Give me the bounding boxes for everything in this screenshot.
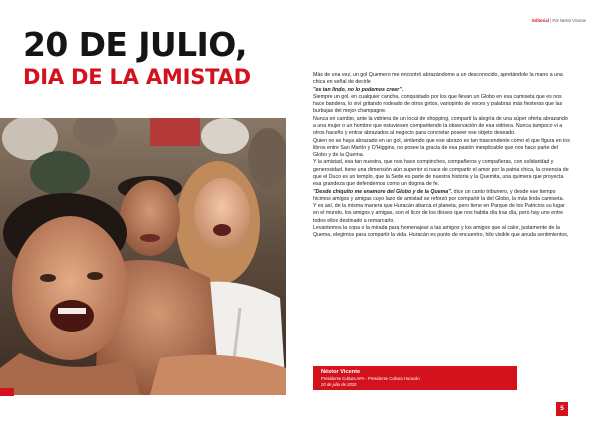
paragraph: Nunca en cambio, ante la vidriera de un local de shopping, compartí la alegría de una súper oferta abrazando a una mujer o un hombre que estuviesen compartiendo la observación de esa vidriera. Nunca tampoco vi a otros haceño y entrar abrazados al negocio para concretar poseer ese objeto deseado. (313, 115, 568, 137)
paragraph-tail: dice un canto tribunero, y desde ese tiempo hicimos amigos y amigas cuyo lazo de amistad se reforzó por compartir la del Globo, la más linda camiseta. (313, 188, 564, 202)
headline-line-1: 20 DE JULIO, (23, 25, 247, 64)
photo-illustration (0, 118, 286, 395)
page-number: 5 (556, 402, 568, 416)
paragraph: Siempre un gol, en cualquier cancha, conquistado por los que llevan un Globo en esa camiseta que es nos hace bandera, lo viví gritando rodeado de otros gritos, variopinto de voces y palabras más fiesteras que las burbujas del mejor champagne. (313, 93, 563, 115)
headline-line-2: DIA DE LA AMISTAD (23, 65, 251, 89)
paragraph-with-quote (313, 189, 571, 204)
paragraph: Levantemos la copa o la mirada para homenajear a las amigos y los amigos que al calor, justamente de la Quema, elegimos para compartir la vida. Huracán es punto de encuentro, hilo visible que anuda sentimientos, (313, 224, 569, 239)
selfie-photo (0, 118, 286, 395)
paragraph: Quien no se haya abrazado en un gol, sintiendo que ese abrazo es tan trascendente como el que figura en los libros entre San Martín y O'Higgins, no posee la gracia de esa pasión inexplicable que nos hace parte del Globo y de la Quema. (313, 137, 570, 159)
author-byline: Por Nesto Vicente (552, 18, 586, 23)
accent-bar (0, 388, 14, 396)
section-header (532, 18, 586, 23)
author-role: Presidente Cultura AFA - Presidente Cultura Huracán (321, 376, 420, 381)
paragraph: Más de una vez, un gol Quemero me encontró abrazándome a un desconocido, apretándole la mano a una chica en señal de decirle (313, 72, 563, 86)
paragraph: Y la amistad, esa tan nuestra, que nos hace compinches, compañeros y compañeras, con solidaridad y generosidad, tiene una dimensión aún superior si nace de compartir el amor por la patria chica, la creencia de que el Duco es un templo, que la Sede es parte de nuestra historia y la Quemita, una quimera que proyecta esa grandeza que defendemos como un dogma de fe. (313, 159, 569, 188)
author-name: Néstor Vicente (321, 369, 361, 375)
highlight-quote: "Desde chiquito me enamore del Globo y de la Quema". (313, 188, 453, 195)
highlight-quote: "es tan lindo, no lo podemos creer". (313, 86, 404, 93)
header-separator: | (548, 18, 553, 23)
section-label: Editorial (532, 18, 549, 23)
article-body (313, 72, 571, 239)
author-signature-box (313, 366, 517, 390)
paragraph: Y es así, de la misma manera que Huracán abarca el planeta, pero tiene en Parque de los Patricios su lugar en el mundo, los amigos y amigas, son el licor de los dioses que nos habita día tras día, pero hay uno entre todos ellos destinado a remarcarlo. (313, 203, 565, 224)
article-date: 20 de julio de 2020 (321, 382, 357, 387)
